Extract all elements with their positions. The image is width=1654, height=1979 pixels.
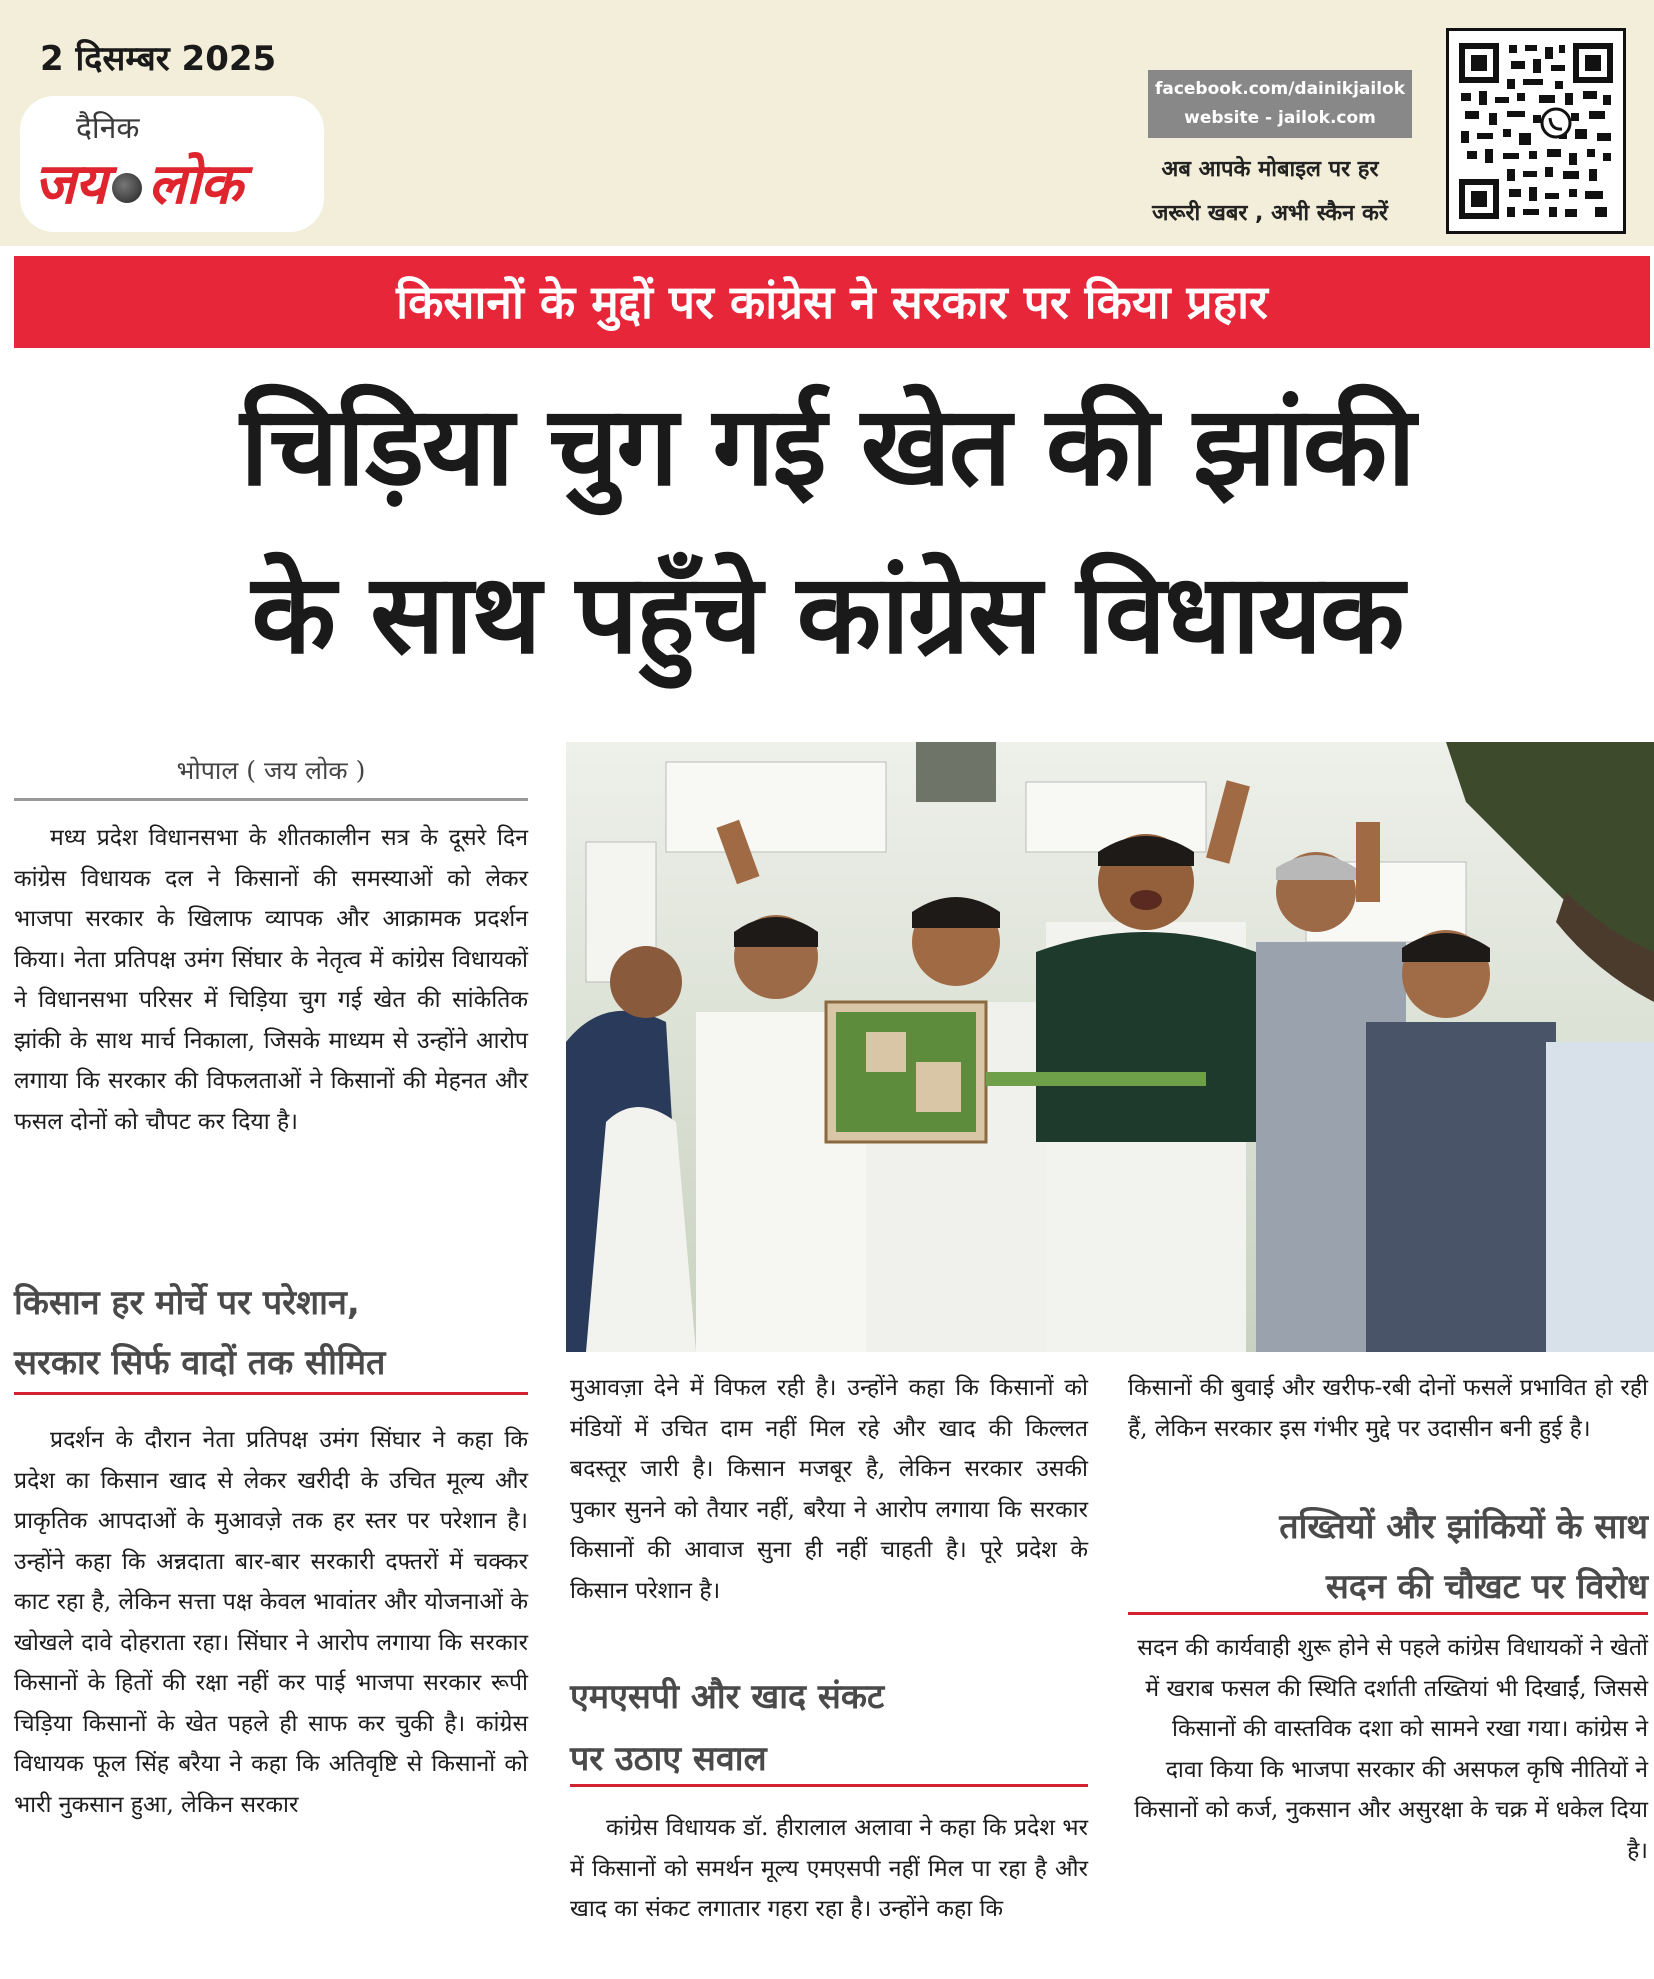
paragraph-3: मुआवज़ा देने में विफल रही है। उन्होंने कहा कि किसानों को मंडियों में उचित दाम नहीं मिल रहे और खाद की किल्लत बदस्तूर जारी है। किसान मजबूर है, लेकिन सरकार उसकी पुकार सुनने को तैयार नहीं, बरैया ने आरोप लगाया कि सरकार किसानों की आवाज सुना ही नहीं चाहती है। पूरे प्रदेश के किसान परेशान है।: [570, 1375, 1088, 1604]
intro-paragraph: मध्य प्रदेश विधानसभा के शीतकालीन सत्र के दूसरे दिन कांग्रेस विधायक दल ने किसानों की समस्याओं को लेकर भाजपा सरकार के खिलाफ व्यापक और आक्रामक प्रदर्शन किया। नेता प्रतिपक्ष उमंग सिंघार के नेतृत्व में कांग्रेस विधायकों ने विधानसभा परिसर में चिड़िया चुग गई खेत की सांकेतिक झांकी के साथ मार्च निकाला, जिसके माध्यम से उन्होंने आरोप लगाया कि सरकार की विफलताओं ने किसानों की मेहनत और फसल दोनों को चौपट कर दिया है।: [14, 825, 528, 1135]
paragraph-4: कांग्रेस विधायक डॉ. हीरालाल अलावा ने कहा कि प्रदेश भर में किसानों को समर्थन मूल्य एमएसपी नहीं मिल पा रहा है और खाद का संकट लगातार गहरा रहा है। उन्होंने कहा कि: [570, 1815, 1088, 1922]
kicker-banner: किसानों के मुद्दों पर कांग्रेस ने सरकार पर किया प्रहार: [14, 256, 1650, 348]
subhead-2-line1: एमएसपी और खाद संकट: [570, 1677, 885, 1717]
website-link[interactable]: website - jailok.com: [1184, 108, 1376, 128]
article-column-3-continued: [1128, 1628, 1648, 1871]
masthead: [0, 0, 1654, 246]
article-column-1-continued: [14, 1420, 528, 1825]
subhead-3-line2: सदन की चौखट पर विरोध: [1325, 1567, 1648, 1607]
subhead-3-line1: तख्तियों और झांकियों के साथ: [1279, 1507, 1648, 1547]
qr-code-icon[interactable]: [1446, 28, 1626, 234]
subhead-1-rule: [14, 1392, 528, 1395]
subhead-2-rule: [570, 1784, 1088, 1787]
paragraph-5: किसानों की बुवाई और खरीफ-रबी दोनों फसलें प्रभावित हो रही हैं, लेकिन सरकार इस गंभीर मुद्दे पर उदासीन बनी हुई है।: [1128, 1375, 1648, 1442]
subhead-1-line1: किसान हर मोर्चे पर परेशान,: [14, 1283, 360, 1323]
subhead-3-rule: [1128, 1612, 1648, 1615]
dateline: भोपाल ( जय लोक ): [14, 748, 528, 801]
subhead-1-line2: सरकार सिर्फ वादों तक सीमित: [14, 1343, 386, 1383]
facebook-link[interactable]: facebook.com/dainikjailok: [1154, 79, 1406, 99]
protest-photo-illustration: [566, 742, 1654, 1352]
article-column-2: [570, 1368, 1088, 1611]
scan-prompt-line2: जरूरी खबर , अभी स्कैन करें: [1152, 201, 1388, 226]
scan-prompt: [1120, 148, 1420, 236]
article-column-2-continued: [570, 1808, 1088, 1930]
protest-photo: [566, 742, 1654, 1352]
logo-wordmark: [34, 144, 242, 220]
main-headline: [10, 362, 1644, 698]
newspaper-logo[interactable]: [20, 96, 324, 232]
paragraph-2: प्रदर्शन के दौरान नेता प्रतिपक्ष उमंग सिंघार ने कहा कि प्रदेश का किसान खाद से लेकर खरीदी के उचित मूल्य और प्राकृतिक आपदाओं के मुआवज़े तक हर स्तर पर परेशान है। उन्होंने कहा कि अन्नदाता बार-बार सरकारी दफ्तरों में चक्कर काट रहा है, लेकिन सत्ता पक्ष केवल भावांतर और योजनाओं के खोखले दावे दोहराता रहा। सिंघार ने आरोप लगाया कि सरकार किसानों के हितों की रक्षा नहीं कर पाई भाजपा सरकार रूपी चिड़िया किसानों के खेत पहले ही साफ कर चुकी है। कांग्रेस विधायक फूल सिंह बरैया ने कहा कि अतिवृष्टि से किसानों को भारी नुकसान हुआ, लेकिन सरकार: [14, 1427, 528, 1818]
subhead-2-line2: पर उठाए सवाल: [570, 1739, 767, 1779]
scan-prompt-line1: अब आपके मोबाइल पर हर: [1161, 157, 1379, 182]
logo-prefix: दैनिक: [76, 111, 140, 146]
article-column-3: [1128, 1368, 1648, 1449]
issue-date: 2 दिसम्बर 2025: [40, 39, 277, 79]
social-links: [1148, 70, 1412, 138]
qr-pattern: [1459, 43, 1613, 219]
logo-word-right: लोक: [148, 152, 242, 217]
headline-line1: चिड़िया चुग गई खेत की झांकी: [240, 382, 1414, 510]
headline-line2: के साथ पहुँचे कांग्रेस विधायक: [251, 550, 1403, 678]
paragraph-6: सदन की कार्यवाही शुरू होने से पहले कांग्रेस विधायकों ने खेतों में खराब फसल की स्थिति दर्शाती तख्तियां भी दिखाईं, जिससे किसानों की वास्तविक दशा को सामने रखा गया। कांग्रेस ने दावा किया कि भाजपा सरकार की असफल कृषि नीतियों ने किसानों को कर्ज, नुकसान और असुरक्षा के चक्र में धकेल दिया है।: [1134, 1635, 1648, 1864]
logo-word-left: जय: [34, 152, 107, 217]
globe-icon: [112, 173, 142, 203]
article-column-1: [14, 818, 528, 1142]
